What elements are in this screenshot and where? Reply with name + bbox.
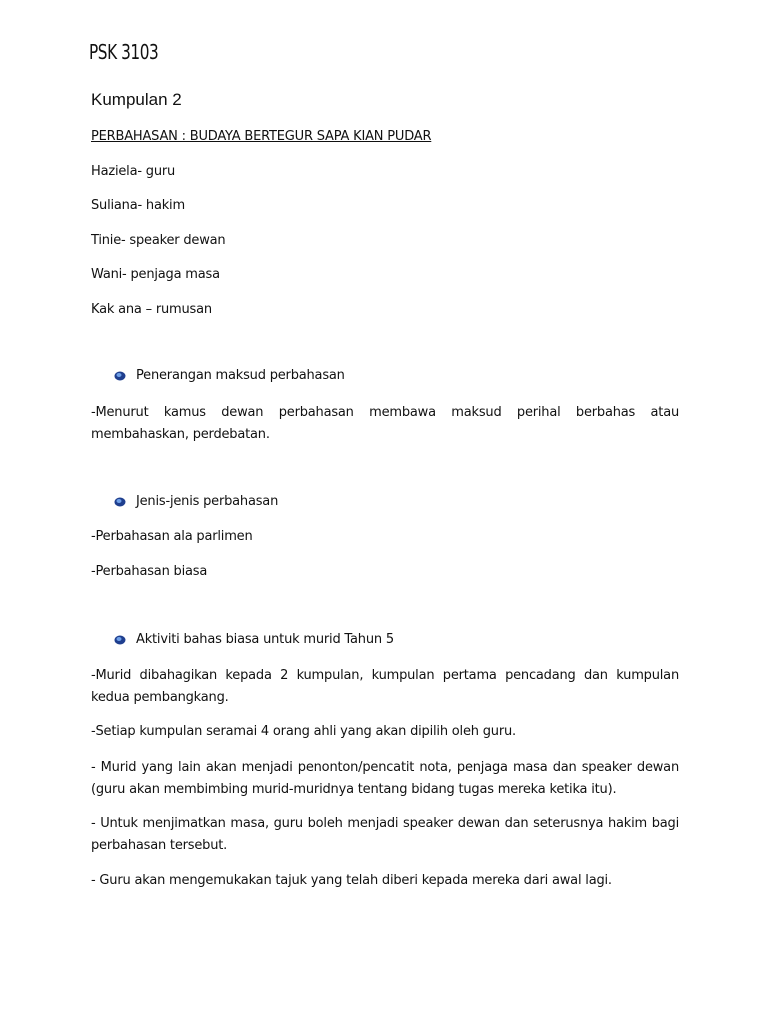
paragraph: - Untuk menjimatkan masa, guru boleh menjadi speaker dewan dan seterusnya hakim bagi perbahasan tersebut. [91, 816, 679, 853]
course-code: PSK 3103 [89, 40, 159, 64]
bullet-icon [113, 369, 127, 383]
role-item: Tinie- speaker dewan [91, 233, 226, 248]
group-heading: Kumpulan 2 [91, 90, 182, 109]
bullet-icon [113, 633, 127, 647]
section-heading: Jenis-jenis perbahasan [136, 494, 279, 509]
bullet-icon [113, 495, 127, 509]
paragraph: -Perbahasan biasa [91, 564, 208, 579]
paragraph: -Setiap kumpulan seramai 4 orang ahli yang akan dipilih oleh guru. [91, 724, 516, 739]
paragraph: - Guru akan mengemukakan tajuk yang telah diberi kepada mereka dari awal lagi. [91, 873, 612, 888]
section-heading: Aktiviti bahas biasa untuk murid Tahun 5 [136, 632, 394, 647]
paragraph: -Menurut kamus dewan perbahasan membawa maksud perihal berbahas atau membahaskan, perdebatan. [91, 405, 679, 442]
role-item: Wani- penjaga masa [91, 267, 220, 282]
paragraph: -Murid dibahagikan kepada 2 kumpulan, kumpulan pertama pencadang dan kumpulan kedua pembangkang. [91, 668, 679, 705]
role-item: Haziela- guru [91, 164, 176, 179]
section-heading: Penerangan maksud perbahasan [136, 368, 345, 383]
role-item: Kak ana – rumusan [91, 302, 212, 317]
paragraph: - Murid yang lain akan menjadi penonton/pencatit nota, penjaga masa dan speaker dewan (guru akan membimbing murid-muridnya tentang bidang tugas mereka ketika itu). [91, 760, 679, 797]
role-item: Suliana- hakim [91, 198, 185, 213]
paragraph: -Perbahasan ala parlimen [91, 529, 253, 544]
document-title: PERBAHASAN : BUDAYA BERTEGUR SAPA KIAN PUDAR [91, 129, 432, 144]
